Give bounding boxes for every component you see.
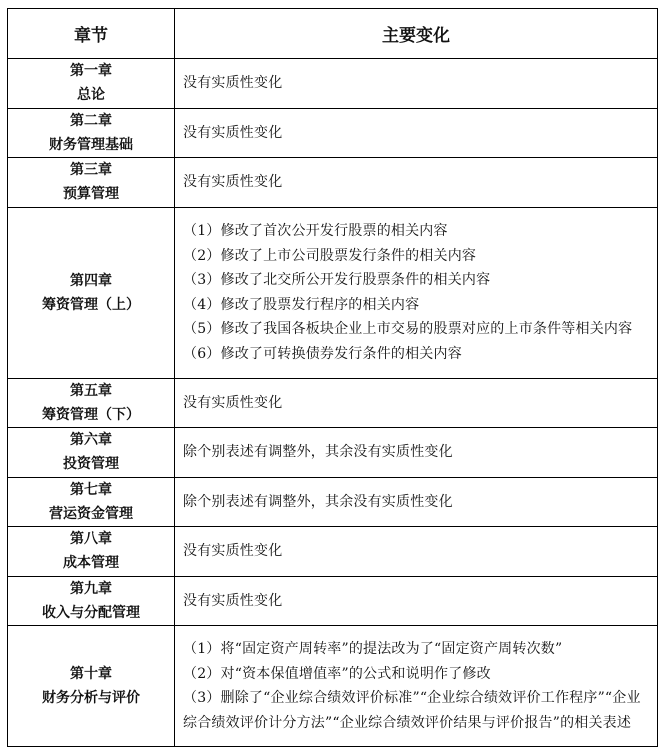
chapter-title: 预算管理 (63, 186, 119, 203)
chapter-chapter: 第八章 (70, 531, 112, 548)
chapter-cell (8, 576, 175, 626)
chapter-title: 财务分析与评价 (42, 690, 140, 706)
chapter-title: 营运资金管理 (49, 505, 133, 522)
chapter-cell (8, 626, 175, 747)
chapter-title: 筹资管理（下） (42, 406, 140, 423)
changes-cell (175, 158, 658, 208)
chapter-chapter: 第三章 (70, 162, 112, 179)
header-chapter: 章节 (8, 9, 175, 59)
changes-cell (175, 527, 658, 577)
change-item: （1）修改了首次公开发行股票的相关内容 (183, 223, 448, 239)
chapter-title: 总论 (77, 87, 105, 104)
change-item: 没有实质性变化 (183, 592, 283, 609)
table-row (8, 59, 658, 109)
change-item: （2）对“资本保值增值率”的公式和说明作了修改 (183, 665, 491, 682)
chapter-chapter: 第四章 (70, 272, 112, 289)
chapter-cell (8, 108, 175, 158)
change-item: （5）修改了我国各板块企业上市交易的股票对应的上市条件等相关内容 (183, 321, 633, 337)
table-row (8, 527, 658, 577)
change-item: （3）删除了“企业综合绩效评价标准”“企业综合绩效评价工作程序”“企业综合绩效评价计分方法”“企业综合绩效评价结果与评价报告”的相关表述 (183, 690, 641, 731)
change-item: （3）修改了北交所公开发行股票条件的相关内容 (183, 272, 491, 288)
chapter-chapter: 第二章 (70, 112, 112, 129)
chapter-title: 收入与分配管理 (42, 604, 140, 621)
changes-cell (175, 428, 658, 478)
chapter-title: 筹资管理（上） (42, 296, 140, 313)
chapter-cell (8, 378, 175, 428)
change-item: 没有实质性变化 (183, 124, 283, 141)
changes-cell (175, 477, 658, 527)
change-item: （1）将“固定资产周转率”的提法改为了“固定资产周转次数” (183, 641, 563, 657)
change-item: 没有实质性变化 (183, 543, 283, 559)
change-item: 除个别表述有调整外，其余没有实质性变化 (183, 444, 453, 460)
table-row (8, 626, 658, 747)
change-item: （4）修改了股票发行程序的相关内容 (183, 296, 420, 313)
chapter-chapter: 第五章 (70, 382, 112, 399)
chapter-chapter: 第一章 (70, 63, 112, 80)
table-row (8, 428, 658, 478)
chapter-cell (8, 59, 175, 109)
table-row (8, 108, 658, 158)
chapter-cell (8, 428, 175, 478)
change-item: 除个别表述有调整外，其余没有实质性变化 (183, 493, 453, 510)
chapter-title: 成本管理 (63, 555, 119, 572)
chapter-changes-table (7, 8, 658, 747)
chapter-chapter: 第七章 (70, 481, 112, 498)
changes-cell (175, 108, 658, 158)
change-item: 没有实质性变化 (183, 394, 283, 411)
header-changes: 主要变化 (175, 9, 658, 59)
changes-cell (175, 59, 658, 109)
table-row (8, 378, 658, 428)
chapter-chapter: 第九章 (70, 580, 112, 597)
changes-cell (175, 378, 658, 428)
table-row (8, 576, 658, 626)
chapter-chapter: 第六章 (70, 432, 112, 449)
change-item: 没有实质性变化 (183, 174, 283, 190)
chapter-cell (8, 477, 175, 527)
changes-cell (175, 626, 658, 747)
table-row (8, 207, 658, 378)
chapter-cell (8, 207, 175, 378)
chapter-cell (8, 527, 175, 577)
table-header-row (8, 9, 658, 59)
changes-cell (175, 207, 658, 378)
chapter-chapter: 第十章 (70, 666, 112, 682)
change-item: （2）修改了上市公司股票发行条件的相关内容 (183, 247, 477, 264)
chapter-title: 投资管理 (63, 456, 119, 473)
chapter-title: 财务管理基础 (49, 136, 133, 153)
changes-cell (175, 576, 658, 626)
table-row (8, 158, 658, 208)
chapter-cell (8, 158, 175, 208)
change-item: 没有实质性变化 (183, 75, 283, 91)
table-row (8, 477, 658, 527)
change-item: （6）修改了可转换债券发行条件的相关内容 (183, 345, 462, 362)
